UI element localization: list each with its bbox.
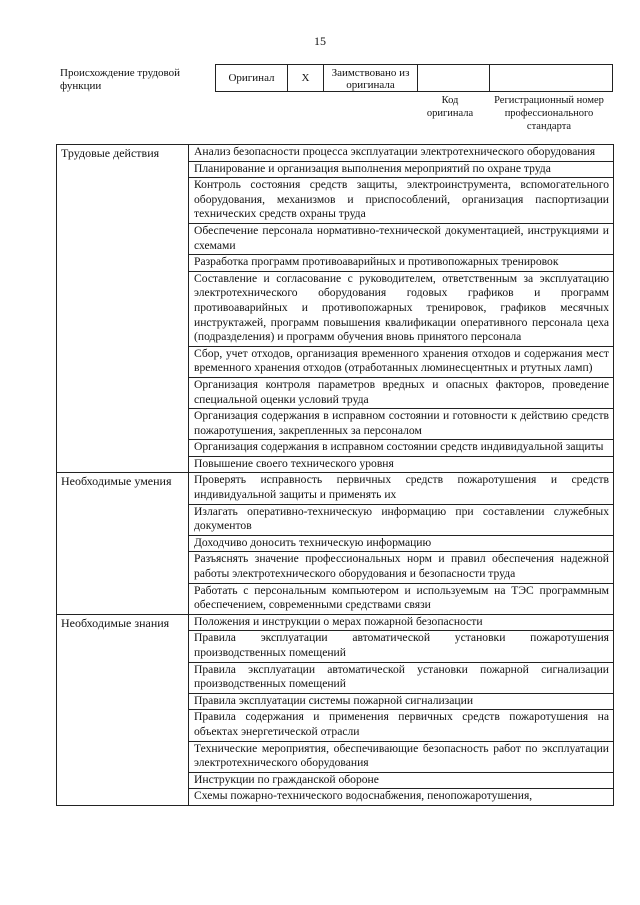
list-item: Контроль состояния средств защиты, электроинструмента, вспомогательного оборудования, механизмов и приспособлений, организация паспортизации технических средств охраны труда — [189, 178, 613, 224]
code-caption: Код оригинала — [426, 95, 474, 119]
section-label: Необходимые знания — [57, 614, 189, 805]
list-item: Планирование и организация выполнения мероприятий по охране труда — [189, 162, 613, 179]
list-item: Инструкции по гражданской обороне — [189, 773, 613, 790]
list-item: Доходчиво доносить техническую информацию — [189, 536, 613, 553]
list-item: Технические мероприятия, обеспечивающие безопасность работ по эксплуатации электротехнического оборудования — [189, 742, 613, 773]
origin-label: Происхождение трудовой функции — [60, 67, 181, 92]
section-label: Трудовые действия — [57, 145, 189, 473]
original-cell: Оригинал — [216, 65, 288, 91]
table-row — [57, 614, 614, 805]
list-item: Разработка программ противоаварийных и противопожарных тренировок — [189, 255, 613, 272]
list-item: Анализ безопасности процесса эксплуатации электротехнического оборудования — [189, 145, 613, 162]
reg-number-caption: Регистрационный номер профессионального стандарта — [494, 95, 604, 132]
page-number: 15 — [314, 34, 326, 48]
list-item: Повышение своего технического уровня — [194, 456, 394, 470]
list-item: Организация содержания в исправном состоянии средств индивидуальной защиты — [189, 440, 613, 457]
list-item: Правила эксплуатации автоматической установки пожарной сигнализации производственных помещений — [189, 663, 613, 694]
table-row — [57, 145, 614, 473]
list-item: Правила эксплуатации системы пожарной сигнализации — [189, 694, 613, 711]
list-item: Сбор, учет отходов, организация временного хранения отходов и содержания мест временного хранения отходов (отработанных люминесцентных и ртутных ламп) — [189, 347, 613, 378]
list-item: Обеспечение персонала нормативно-технической документацией, инструкциями и схемами — [189, 224, 613, 255]
section-items — [189, 473, 614, 614]
origin-box — [215, 64, 613, 92]
list-item: Работать с персональным компьютером и используемым на ТЭС программным обеспечением, современными средствами связи — [194, 583, 609, 612]
list-item: Правила эксплуатации автоматической установки пожаротушения производственных помещений — [189, 631, 613, 662]
reg-number-cell — [490, 65, 612, 91]
borrowed-cell: Заимствовано из оригинала — [324, 65, 418, 91]
function-table — [56, 144, 614, 806]
list-item: Положения и инструкции о мерах пожарной безопасности — [189, 615, 613, 632]
table-row — [57, 473, 614, 614]
section-items — [189, 145, 614, 473]
list-item: Разъяснять значение профессиональных норм и правил обеспечения надежной работы электротехнического оборудования и безопасности труда — [189, 552, 613, 583]
original-mark: X — [288, 65, 324, 91]
list-item: Составление и согласование с руководителем, ответственным за эксплуатацию электротехнического оборудования годовых графиков и программ противоаварийных и противопожарных тренировок, графиков месячных инструктажей, программ повышения квалификации оперативного персонала цеха (подразделения) и программ обучения вновь принятого персонала — [189, 272, 613, 347]
section-items — [189, 614, 614, 805]
list-item: Правила содержания и применения первичных средств пожаротушения на объектах энергетической отрасли — [189, 710, 613, 741]
list-item: Организация контроля параметров вредных и опасных факторов, проведение специальной оценки условий труда — [189, 378, 613, 409]
list-item: Проверять исправность первичных средств пожаротушения и средств индивидуальной защиты и применять их — [189, 473, 613, 504]
section-label: Необходимые умения — [57, 473, 189, 614]
list-item: Схемы пожарно-технического водоснабжения, пенопожаротушения, — [194, 789, 533, 803]
list-item: Излагать оперативно-техническую информацию при составлении служебных документов — [189, 505, 613, 536]
list-item: Организация содержания в исправном состоянии и готовности к действию средств пожаротушения, закрепленных за персоналом — [189, 409, 613, 440]
code-cell — [418, 65, 490, 91]
